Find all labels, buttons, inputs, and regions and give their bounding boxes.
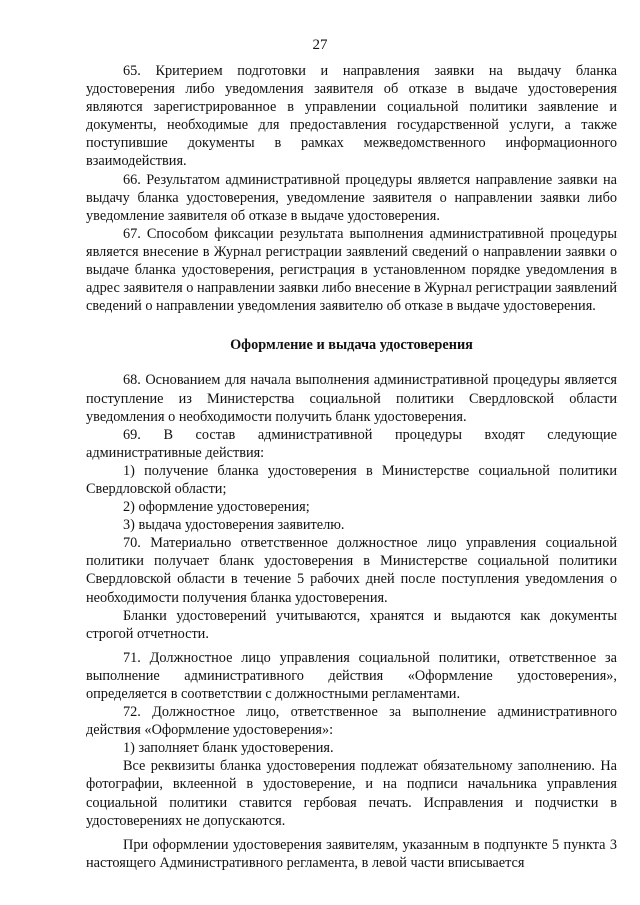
paragraph-69-item-1: 1) получение бланка удостоверения в Министерстве социальной политики Свердловской области; — [86, 462, 617, 497]
paragraph-65: 65. Критерием подготовки и направления заявки на выдачу бланка удостоверения либо уведомления заявителя об отказе в выдаче удостоверения являются зарегистрированное в управлении социальной политики заявление и документы, необходимые для предоставления государственной услуги, а также поступившие документы в рамках межведомственного информационного взаимодействия. — [86, 63, 617, 170]
paragraph-69-item-2: 2) оформление удостоверения; — [123, 499, 310, 516]
document-body — [86, 62, 617, 872]
paragraph-69-item-3: 3) выдача удостоверения заявителю. — [123, 517, 345, 534]
paragraph-72-note-1: Все реквизиты бланка удостоверения подлежат обязательному заполнению. На фотографии, вклеенной в удостоверение, и на подписи начальника управления социальной политики ставится гербовая печать. Исправления и подчистки в удостоверениях не допускаются. — [86, 758, 617, 829]
paragraph-67: 67. Способом фиксации результата выполнения административной процедуры является внесение в Журнал регистрации заявлений сведений о направлении заявки о выдаче бланка удостоверения, регистрация в установленном порядке уведомления в адрес заявителя о направлении заявки либо внесение в Журнал регистрации заявлений сведений о направлении уведомления заявителю об отказе в выдаче удостоверения. — [86, 225, 617, 315]
section-heading: Оформление и выдача удостоверения — [230, 337, 473, 354]
paragraph-70-note: Бланки удостоверений учитываются, хранятся и выдаются как документы строгой отчетности. — [86, 607, 617, 642]
page-number: 27 — [312, 37, 328, 53]
paragraph-72-item-1: 1) заполняет бланк удостоверения. — [123, 740, 334, 757]
paragraph-68: 68. Основанием для начала выполнения административной процедуры является поступление из Министерства социальной политики Свердловской области уведомления о необходимости получить бланк удостоверения. — [86, 372, 617, 425]
paragraph-66: 66. Результатом административной процедуры является направление заявки на выдачу бланка удостоверения, уведомление заявителя о направлении заявки либо уведомление заявителя об отказе в выдаче удостоверения. — [86, 171, 617, 224]
paragraph-72: 72. Должностное лицо, ответственное за выполнение административного действия «Оформление удостоверения»: — [86, 704, 617, 739]
paragraph-69: 69. В состав административной процедуры входят следующие административные действия: — [86, 426, 617, 461]
paragraph-72-note-2: При оформлении удостоверения заявителям, указанным в подпункте 5 пункта 3 настоящего Административного регламента, в левой части вписывается — [86, 836, 617, 871]
paragraph-71: 71. Должностное лицо управления социальной политики, ответственное за выполнение административного действия «Оформление удостоверения», определяется в соответствии с должностными регламентами. — [86, 649, 617, 702]
paragraph-70: 70. Материально ответственное должностное лицо управления социальной политики получает бланк удостоверения в Министерстве социальной политики Свердловской области в течение 5 рабочих дней после поступления уведомления о необходимости получения бланка удостоверения. — [86, 535, 617, 606]
